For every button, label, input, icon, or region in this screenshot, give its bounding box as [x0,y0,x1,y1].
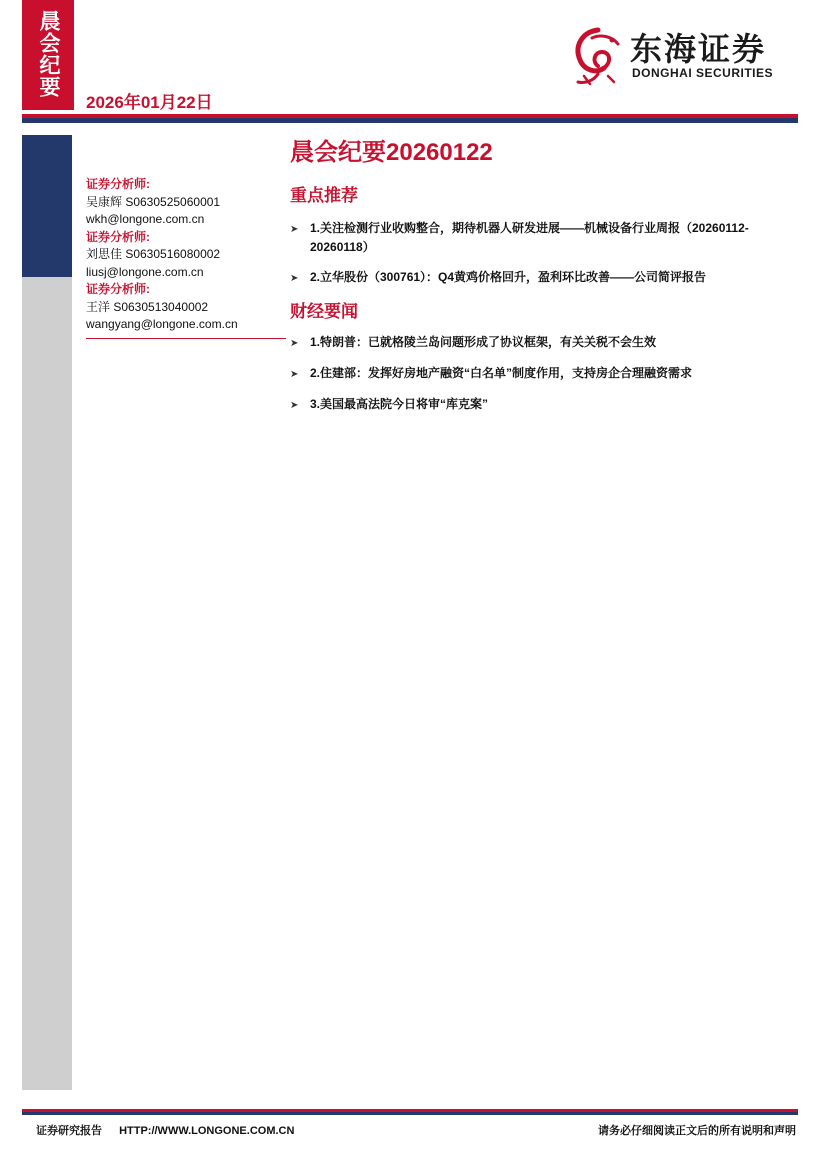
arrow-bullet-icon: ➤ [290,338,299,349]
section-title-key-recommendations: 重点推荐 [290,186,358,205]
donghai-logo [568,24,803,88]
list-item-text: 1.特朗普：已就格陵兰岛问题形成了协议框架，有关关税不会生效 [310,335,657,349]
analyst-entry [86,229,286,282]
list-item-text: 2.立华股份（300761）：Q4黄鸡价格回升，盈利环比改善——公司简评报告 [310,270,707,284]
footer-url-link[interactable]: HTTP://WWW.LONGONE.COM.CN [119,1125,295,1137]
footer-report-type: 证券研究报告 [36,1125,102,1137]
analyst-name-id: 吴康辉 S0630525060001 [86,194,221,209]
list-item[interactable] [290,333,796,353]
footer-disclaimer: 请务必仔细阅读正文后的所有说明和声明 [598,1125,796,1137]
analyst-name-id: 刘思佳 S0630516080002 [86,247,221,261]
header-rule-navy [22,118,798,123]
list-item-text: 2.住建部：发挥好房地产融资“白名单”制度作用，支持房企合理融资需求 [310,366,693,380]
side-tab-label: 晨会纪要 [37,10,60,98]
analyst-email[interactable]: liusj@longone.com.cn [86,264,204,279]
logo-chinese-name: 东海证券 [630,30,767,68]
analyst-name-id: 王洋 S0630513040002 [86,299,209,314]
list-item[interactable] [290,268,796,288]
footer-rule-navy [22,1112,798,1115]
logo-english-name: DONGHAI SECURITIES [632,66,774,80]
list-item[interactable] [290,395,796,415]
side-tab [22,0,74,110]
section-title-financial-news: 财经要闻 [290,302,358,321]
analyst-divider [86,338,286,339]
footer-left [36,1122,308,1138]
arrow-bullet-icon: ➤ [290,400,299,411]
list-item[interactable] [290,219,796,257]
sidebar-gray-block [22,277,72,1090]
analyst-email[interactable]: wkh@longone.com.cn [86,212,205,226]
analyst-entry [86,281,286,334]
analyst-label: 证券分析师: [86,282,150,296]
list-item-text: 1.关注检测行业收购整合，期待机器人研发进展——机械设备行业周报（20260112-20260118） [310,221,749,254]
arrow-bullet-icon: ➤ [290,224,299,235]
analyst-label: 证券分析师: [86,229,150,244]
report-date: 2026年01月22日 [86,93,213,112]
arrow-bullet-icon: ➤ [290,273,299,284]
analyst-email[interactable]: wangyang@longone.com.cn [86,317,238,331]
page-title: 晨会纪要20260122 [290,139,493,166]
analyst-label: 证券分析师: [86,177,150,191]
analyst-entry [86,176,286,229]
sidebar-navy-block [22,135,72,277]
arrow-bullet-icon: ➤ [290,369,299,380]
list-item-text: 3.美国最高法院今日将审“库克案” [310,397,489,411]
analyst-list [86,176,286,334]
dragon-logo-icon [568,24,626,88]
list-item[interactable] [290,364,796,384]
